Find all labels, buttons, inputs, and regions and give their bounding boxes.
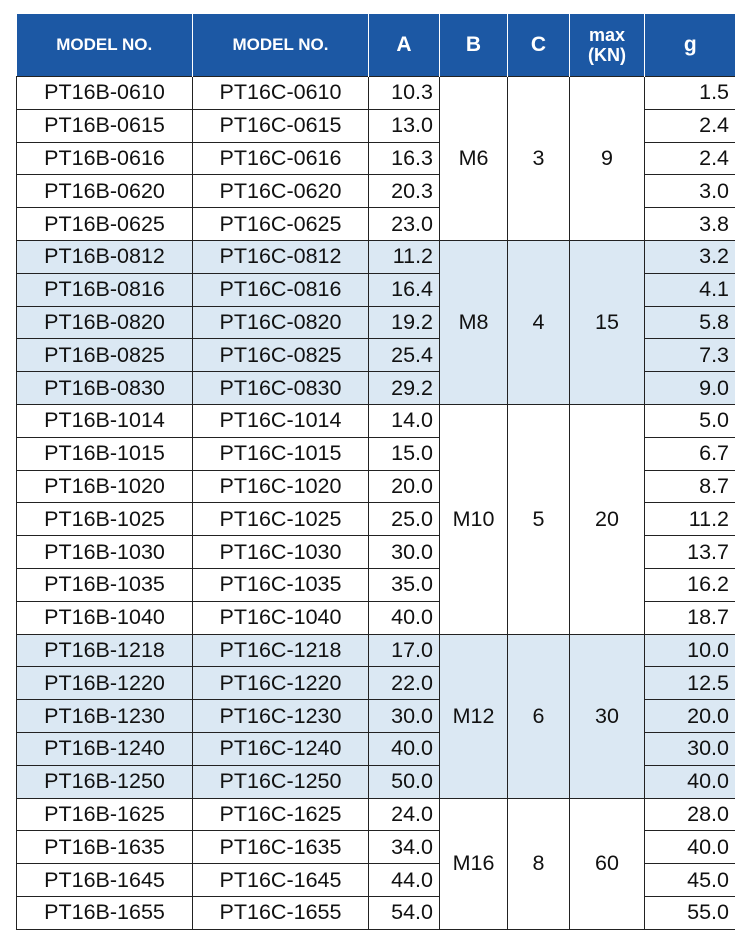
cell-g: 18.7 (645, 601, 736, 634)
cell-max: 30 (570, 634, 645, 798)
cell-model-b: PT16B-1230 (17, 700, 193, 733)
cell-g: 40.0 (645, 765, 736, 798)
cell-g: 16.2 (645, 568, 736, 601)
cell-model-b: PT16B-1015 (17, 437, 193, 470)
cell-g: 3.0 (645, 175, 736, 208)
cell-a: 16.3 (369, 142, 440, 175)
cell-g: 9.0 (645, 372, 736, 405)
cell-model-b: PT16B-1220 (17, 667, 193, 700)
cell-model-c: PT16C-1030 (193, 536, 369, 569)
cell-model-b: PT16B-1635 (17, 831, 193, 864)
cell-a: 15.0 (369, 437, 440, 470)
cell-b: M12 (440, 634, 508, 798)
header-max-line2: (KN) (588, 45, 626, 65)
cell-model-c: PT16C-0830 (193, 372, 369, 405)
cell-model-c: PT16C-1655 (193, 896, 369, 929)
cell-model-b: PT16B-1250 (17, 765, 193, 798)
cell-c: 8 (508, 798, 570, 929)
cell-g: 5.8 (645, 306, 736, 339)
cell-a: 35.0 (369, 568, 440, 601)
cell-a: 17.0 (369, 634, 440, 667)
cell-a: 25.4 (369, 339, 440, 372)
cell-g: 12.5 (645, 667, 736, 700)
cell-a: 16.4 (369, 273, 440, 306)
cell-a: 10.3 (369, 77, 440, 110)
cell-g: 30.0 (645, 732, 736, 765)
cell-model-c: PT16C-0816 (193, 273, 369, 306)
cell-model-b: PT16B-0816 (17, 273, 193, 306)
cell-g: 45.0 (645, 864, 736, 897)
cell-model-b: PT16B-0812 (17, 240, 193, 273)
cell-a: 20.3 (369, 175, 440, 208)
cell-model-b: PT16B-1655 (17, 896, 193, 929)
cell-model-b: PT16B-0820 (17, 306, 193, 339)
table-body (17, 77, 736, 930)
cell-model-b: PT16B-1035 (17, 568, 193, 601)
cell-g: 4.1 (645, 273, 736, 306)
cell-a: 29.2 (369, 372, 440, 405)
cell-model-c: PT16C-1025 (193, 503, 369, 536)
spec-table (16, 14, 735, 930)
cell-model-b: PT16B-0610 (17, 77, 193, 110)
cell-a: 44.0 (369, 864, 440, 897)
cell-model-c: PT16C-0620 (193, 175, 369, 208)
cell-a: 30.0 (369, 536, 440, 569)
header-b: B (440, 14, 508, 77)
cell-a: 30.0 (369, 700, 440, 733)
header-row (17, 14, 736, 77)
cell-a: 34.0 (369, 831, 440, 864)
table-container (16, 14, 735, 931)
cell-g: 8.7 (645, 470, 736, 503)
cell-g: 7.3 (645, 339, 736, 372)
cell-model-b: PT16B-0825 (17, 339, 193, 372)
cell-model-c: PT16C-1625 (193, 798, 369, 831)
table-row (17, 240, 736, 273)
cell-c: 6 (508, 634, 570, 798)
cell-model-c: PT16C-1015 (193, 437, 369, 470)
cell-g: 3.8 (645, 208, 736, 241)
cell-a: 24.0 (369, 798, 440, 831)
cell-model-c: PT16C-0610 (193, 77, 369, 110)
cell-model-b: PT16B-1014 (17, 404, 193, 437)
cell-a: 11.2 (369, 240, 440, 273)
cell-model-c: PT16C-1040 (193, 601, 369, 634)
cell-c: 3 (508, 77, 570, 241)
cell-model-c: PT16C-1020 (193, 470, 369, 503)
cell-model-b: PT16B-1625 (17, 798, 193, 831)
cell-model-b: PT16B-0615 (17, 109, 193, 142)
cell-model-c: PT16C-1645 (193, 864, 369, 897)
header-max (570, 14, 645, 77)
cell-model-c: PT16C-1250 (193, 765, 369, 798)
cell-a: 13.0 (369, 109, 440, 142)
header-model-c: MODEL NO. (193, 14, 369, 77)
header-c: C (508, 14, 570, 77)
cell-model-c: PT16C-0616 (193, 142, 369, 175)
cell-model-c: PT16C-1218 (193, 634, 369, 667)
cell-g: 13.7 (645, 536, 736, 569)
cell-g: 6.7 (645, 437, 736, 470)
cell-g: 40.0 (645, 831, 736, 864)
cell-model-b: PT16B-1040 (17, 601, 193, 634)
table-row (17, 404, 736, 437)
cell-a: 14.0 (369, 404, 440, 437)
cell-max: 15 (570, 240, 645, 404)
cell-a: 19.2 (369, 306, 440, 339)
cell-g: 2.4 (645, 109, 736, 142)
cell-g: 55.0 (645, 896, 736, 929)
cell-model-c: PT16C-0812 (193, 240, 369, 273)
cell-g: 5.0 (645, 404, 736, 437)
cell-g: 11.2 (645, 503, 736, 536)
cell-g: 3.2 (645, 240, 736, 273)
cell-a: 50.0 (369, 765, 440, 798)
cell-a: 40.0 (369, 732, 440, 765)
cell-c: 4 (508, 240, 570, 404)
cell-model-b: PT16B-1645 (17, 864, 193, 897)
cell-model-c: PT16C-1014 (193, 404, 369, 437)
cell-b: M6 (440, 77, 508, 241)
cell-a: 23.0 (369, 208, 440, 241)
cell-a: 40.0 (369, 601, 440, 634)
cell-model-c: PT16C-0625 (193, 208, 369, 241)
table-row (17, 77, 736, 110)
cell-b: M10 (440, 404, 508, 634)
cell-g: 2.4 (645, 142, 736, 175)
cell-g: 20.0 (645, 700, 736, 733)
cell-model-b: PT16B-1240 (17, 732, 193, 765)
cell-a: 22.0 (369, 667, 440, 700)
cell-model-b: PT16B-0616 (17, 142, 193, 175)
header-model-b: MODEL NO. (17, 14, 193, 77)
cell-model-b: PT16B-0625 (17, 208, 193, 241)
cell-model-b: PT16B-0620 (17, 175, 193, 208)
header-g: g (645, 14, 736, 77)
cell-model-c: PT16C-0820 (193, 306, 369, 339)
cell-c: 5 (508, 404, 570, 634)
cell-b: M8 (440, 240, 508, 404)
cell-max: 60 (570, 798, 645, 929)
table-row (17, 634, 736, 667)
cell-model-b: PT16B-1218 (17, 634, 193, 667)
cell-g: 1.5 (645, 77, 736, 110)
cell-g: 28.0 (645, 798, 736, 831)
cell-model-b: PT16B-1030 (17, 536, 193, 569)
cell-max: 9 (570, 77, 645, 241)
cell-model-b: PT16B-0830 (17, 372, 193, 405)
cell-b: M16 (440, 798, 508, 929)
cell-g: 10.0 (645, 634, 736, 667)
cell-model-b: PT16B-1020 (17, 470, 193, 503)
table-row (17, 798, 736, 831)
cell-a: 54.0 (369, 896, 440, 929)
header-max-line1: max (588, 25, 626, 45)
cell-model-c: PT16C-1240 (193, 732, 369, 765)
cell-model-c: PT16C-1220 (193, 667, 369, 700)
cell-model-c: PT16C-1035 (193, 568, 369, 601)
cell-model-c: PT16C-1635 (193, 831, 369, 864)
cell-a: 20.0 (369, 470, 440, 503)
cell-model-c: PT16C-1230 (193, 700, 369, 733)
cell-max: 20 (570, 404, 645, 634)
cell-model-c: PT16C-0615 (193, 109, 369, 142)
cell-a: 25.0 (369, 503, 440, 536)
cell-model-b: PT16B-1025 (17, 503, 193, 536)
cell-model-c: PT16C-0825 (193, 339, 369, 372)
header-a: A (369, 14, 440, 77)
